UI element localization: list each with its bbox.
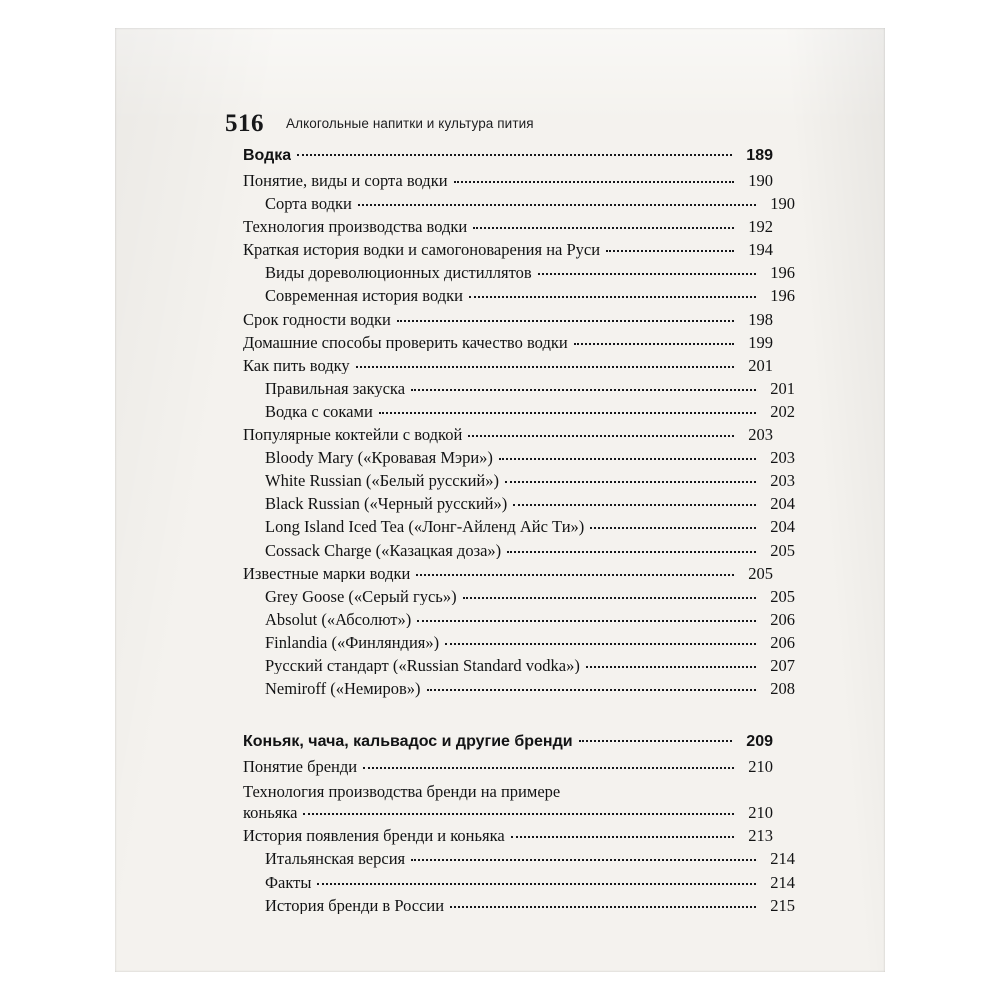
toc-leader: [606, 249, 734, 252]
toc-entry-label: Краткая история водки и самогоноварения на Руси: [243, 242, 601, 259]
toc-entry-label: Технология производства водки: [243, 219, 468, 236]
toc-entry: [243, 450, 795, 467]
toc-leader: [505, 480, 756, 483]
toc-entry-label: Grey Goose («Серый гусь»): [265, 588, 457, 606]
toc-entry-page: 199: [748, 332, 773, 352]
page-number: 516: [225, 110, 264, 137]
toc-leader: [317, 882, 756, 885]
toc-leader: [358, 203, 756, 206]
toc-entry: [243, 540, 795, 560]
toc-entry-page: 214: [770, 872, 795, 892]
toc-entry-label: Finlandia («Финляндия»): [265, 634, 440, 652]
toc-entry: [243, 242, 773, 259]
toc-entry-page: 207: [770, 655, 795, 675]
toc-leader: [468, 434, 734, 437]
toc-entry-page: 190: [748, 171, 773, 190]
toc-leader: [499, 457, 756, 460]
toc-entry: [243, 378, 795, 398]
toc-leader: [507, 550, 756, 553]
toc-entry: [243, 288, 795, 305]
toc-leader: [303, 812, 734, 815]
toc-entry: [243, 586, 795, 606]
toc-section-heading: [243, 148, 773, 164]
toc-entry-page: 203: [748, 425, 773, 445]
toc-entry-page: 203: [770, 471, 795, 491]
toc-entry-label: Домашние способы проверить качество водки: [243, 334, 568, 352]
toc-entry: [243, 265, 795, 282]
toc-leader: [379, 411, 756, 414]
toc-entry: [243, 828, 773, 845]
toc-leader: [427, 688, 756, 691]
toc-entry-label: Nemiroff («Немиров»): [265, 681, 421, 698]
toc-entry-page: 203: [770, 448, 795, 468]
toc-entry-page: 210: [748, 757, 773, 777]
toc-section-label: Водка: [243, 148, 292, 164]
toc-entry: [243, 851, 795, 868]
toc-leader: [590, 526, 756, 529]
toc-section-page: 209: [746, 733, 773, 751]
toc-entry-page: 205: [770, 540, 795, 560]
toc-leader: [513, 503, 756, 506]
toc-entry-label: Виды дореволюционных дистиллятов: [265, 265, 532, 282]
toc-entry-page: 192: [748, 217, 773, 237]
running-head-title: Алкогольные напитки и культура пития: [286, 116, 534, 131]
table-of-contents: [243, 147, 795, 921]
toc-entry-page: 204: [770, 517, 795, 537]
toc-entry: [243, 496, 795, 513]
toc-leader: [450, 905, 756, 908]
toc-leader: [463, 596, 756, 599]
toc-entry-page: 205: [748, 563, 773, 583]
toc-entry-label: Водка с соками: [265, 403, 373, 421]
toc-leader: [511, 835, 734, 838]
toc-leader: [363, 766, 734, 769]
toc-entry-label: Понятие бренди: [243, 759, 358, 776]
toc-entry-page: 201: [770, 378, 795, 398]
toc-entry: [243, 355, 773, 375]
toc-entry-label: Понятие, виды и сорта водки: [243, 173, 448, 190]
toc-entry-label: Absolut («Абсолют»): [265, 611, 412, 629]
toc-entry: [243, 427, 773, 444]
toc-entry: [243, 401, 795, 421]
toc-entry-page: 206: [770, 632, 795, 652]
scanned-book-page: [115, 28, 885, 972]
toc-leader: [469, 295, 756, 298]
toc-entry-page: 196: [770, 286, 795, 306]
toc-entry-label: История бренди в России: [265, 897, 445, 915]
toc-entry: [243, 519, 795, 536]
toc-entry-page: 202: [770, 401, 795, 421]
toc-entry-label: White Russian («Белый русский»): [265, 473, 499, 490]
toc-entry-page: 196: [770, 263, 795, 283]
toc-entry: [243, 173, 773, 190]
toc-leader: [297, 153, 732, 156]
toc-entry-label: Long Island Iced Tea («Лонг-Айленд Айс Ти»): [265, 519, 585, 536]
toc-leader: [411, 858, 756, 861]
toc-entry: [243, 895, 795, 915]
toc-entry-page: 204: [770, 494, 795, 514]
toc-leader: [411, 388, 756, 391]
toc-leader: [445, 642, 756, 645]
toc-section-heading: [243, 734, 773, 750]
toc-entry-page: 198: [748, 309, 773, 329]
toc-entry: [243, 655, 795, 675]
toc-entry: [243, 681, 795, 698]
toc-entry-label: Современная история водки: [265, 288, 463, 305]
toc-entry-page: 208: [770, 679, 795, 699]
toc-section-label: Коньяк, чача, кальвадос и другие бренди: [243, 734, 573, 751]
toc-entry-page: 214: [770, 849, 795, 869]
toc-entry: [243, 872, 795, 892]
toc-entry-page: 205: [770, 586, 795, 606]
toc-entry: [243, 632, 795, 652]
toc-entry-label: Известные марки водки: [243, 565, 411, 583]
toc-entry: [243, 219, 773, 236]
toc-entry-label: История появления бренди и коньяка: [243, 828, 505, 845]
toc-entry-line1: Технология производства бренди на примере: [243, 782, 561, 802]
toc-leader: [574, 342, 734, 345]
toc-leader: [397, 319, 734, 322]
page-content: [115, 28, 885, 972]
toc-entry-label: Как пить водку: [243, 357, 350, 375]
toc-leader: [356, 365, 734, 368]
toc-entry: [243, 473, 795, 490]
toc-entry: [243, 309, 773, 329]
toc-entry: [243, 563, 773, 583]
toc-entry-label: Cossack Charge («Казацкая доза»): [265, 542, 502, 559]
toc-entry-page: 210: [748, 803, 773, 823]
toc-leader: [416, 573, 734, 576]
toc-entry: [243, 332, 773, 352]
toc-entry-label: Срок годности водки: [243, 311, 391, 329]
toc-entry-label: Итальянская версия: [265, 851, 406, 868]
toc-entry-page: 213: [748, 826, 773, 846]
toc-entry-label: Сорта водки: [265, 196, 352, 213]
toc-leader: [473, 226, 734, 229]
toc-entry: [243, 609, 795, 629]
toc-leader: [417, 619, 756, 622]
toc-entry-label: Bloody Mary («Кровавая Мэри»): [265, 450, 493, 467]
toc-entry-label: Black Russian («Черный русский»): [265, 496, 508, 513]
toc-entry: [243, 196, 795, 213]
toc-entry-page: 206: [770, 609, 795, 629]
toc-entry-page: 190: [770, 194, 795, 214]
toc-entry-page: 194: [748, 240, 773, 260]
toc-entry-page: 215: [770, 895, 795, 915]
toc-entry-label: Факты: [265, 874, 312, 892]
toc-entry-label: Популярные коктейли с водкой: [243, 427, 463, 444]
toc-leader: [579, 739, 732, 742]
toc-entry: [243, 759, 773, 776]
section-gap: [243, 704, 773, 720]
running-head: [225, 110, 825, 138]
toc-entry-label: коньяка: [243, 805, 298, 822]
toc-entry-page: 201: [748, 355, 773, 375]
toc-entry-label: Правильная закуска: [265, 380, 406, 398]
toc-leader: [586, 665, 756, 668]
toc-section-page: 189: [746, 147, 773, 164]
toc-leader: [454, 180, 734, 183]
toc-leader: [538, 272, 756, 275]
toc-entry-label: Русский стандарт («Russian Standard vodka»): [265, 657, 580, 675]
toc-entry-line2: [243, 805, 773, 822]
